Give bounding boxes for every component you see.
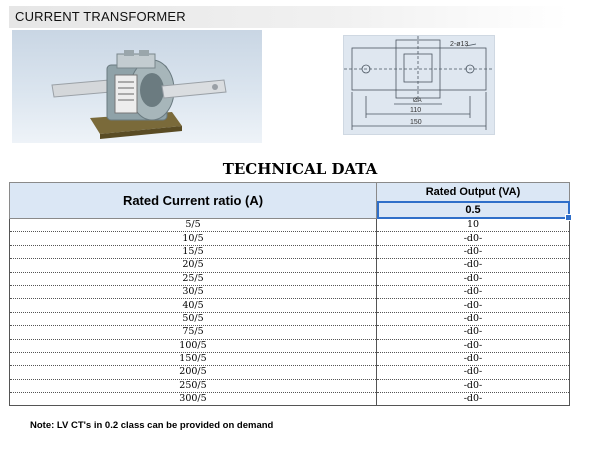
- title-banner: [9, 6, 569, 28]
- output-cell: -d0-: [377, 326, 570, 339]
- table-row: [10, 366, 570, 379]
- section-heading: TECHNICAL DATA: [222, 160, 378, 178]
- technical-data-table: [9, 182, 570, 406]
- table-row: [10, 393, 570, 406]
- table-row: [10, 232, 570, 245]
- footnote: Note: LV CT's in 0.2 class can be provided on demand: [30, 420, 274, 431]
- ratio-cell: 20/5: [10, 259, 377, 272]
- ratio-cell: 5/5: [10, 219, 377, 232]
- ratio-cell: 200/5: [10, 366, 377, 379]
- hole-label: 2-ø13: [450, 41, 469, 48]
- output-cell: -d0-: [377, 285, 570, 298]
- ratio-cell: 15/5: [10, 245, 377, 258]
- output-cell: -d0-: [377, 366, 570, 379]
- output-cell: 10: [377, 219, 570, 232]
- output-cell: -d0-: [377, 352, 570, 365]
- output-cell: -d0-: [377, 312, 570, 325]
- ratio-cell: 100/5: [10, 339, 377, 352]
- output-cell: -d0-: [377, 393, 570, 406]
- table-row: [10, 352, 570, 365]
- dimension-drawing: [343, 35, 495, 135]
- table-row: [10, 339, 570, 352]
- output-cell: -d0-: [377, 379, 570, 392]
- column-header-output: Rated Output (VA): [377, 183, 570, 202]
- table-row: [10, 219, 570, 232]
- banner-title: CURRENT TRANSFORMER: [15, 9, 186, 24]
- ratio-cell: 150/5: [10, 352, 377, 365]
- output-cell: -d0-: [377, 245, 570, 258]
- table-row: [10, 312, 570, 325]
- dim-inner-label: 110: [410, 107, 422, 114]
- table-row: [10, 299, 570, 312]
- ratio-cell: 250/5: [10, 379, 377, 392]
- output-cell: -d0-: [377, 299, 570, 312]
- ratio-cell: 25/5: [10, 272, 377, 285]
- ratio-cell: 40/5: [10, 299, 377, 312]
- output-cell: -d0-: [377, 339, 570, 352]
- dim-small-label: ØA: [413, 98, 422, 104]
- output-cell: -d0-: [377, 259, 570, 272]
- current-transformer-image: [12, 30, 262, 143]
- selected-cell-accuracy-class[interactable]: [377, 201, 570, 219]
- dimension-diagram: [344, 36, 494, 134]
- ratio-cell: 10/5: [10, 232, 377, 245]
- ratio-cell: 50/5: [10, 312, 377, 325]
- output-cell: -d0-: [377, 272, 570, 285]
- output-cell: -d0-: [377, 232, 570, 245]
- ratio-cell: 300/5: [10, 393, 377, 406]
- table-row: [10, 245, 570, 258]
- product-photo: [12, 30, 262, 143]
- table-row: [10, 259, 570, 272]
- fill-handle[interactable]: [565, 214, 572, 221]
- ratio-cell: 30/5: [10, 285, 377, 298]
- dim-outer-label: 150: [410, 119, 422, 126]
- table-row: [10, 379, 570, 392]
- table-row: [10, 285, 570, 298]
- table-row: [10, 272, 570, 285]
- ratio-cell: 75/5: [10, 326, 377, 339]
- table-row: [10, 326, 570, 339]
- column-header-ratio: Rated Current ratio (A): [10, 183, 377, 219]
- accuracy-class-label: 0.5: [465, 203, 481, 216]
